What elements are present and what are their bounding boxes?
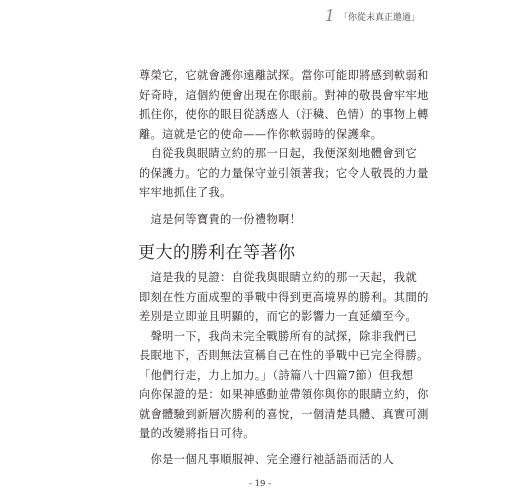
text-line: 聲明一下，我尚未完全戰勝所有的試探，除非我們已 — [139, 329, 418, 343]
text-line: 的保護力。它的力量保守並引領著我；它令人敬畏的力量 — [139, 166, 429, 180]
text-line: 就會體驗到新層次勝利的喜悅，一個清楚具體、真實可測 — [139, 407, 429, 421]
section-heading: 更大的勝利在等著你 — [138, 243, 296, 263]
text-line: 這是我的見證：自從我與眼睛立約的那一天起，我就 — [139, 271, 418, 284]
text-line: 你是一個凡事順服神、完全遵行祂話語而活的人 — [139, 452, 394, 466]
text-line: 抓住你，使你的眼目從誘惑人（汙穢、色情）的事物上轉 — [139, 108, 429, 121]
text-line: 量的改變將指日可待。 — [139, 427, 255, 440]
body-text-section-2 — [139, 268, 429, 469]
text-line: 即刻在性方面成聖的爭戰中得到更高境界的勝利。其間的 — [139, 290, 429, 304]
running-header — [325, 8, 420, 24]
text-line: 尊榮它，它就會護你遠離試探。當你可能即將感到軟弱和 — [139, 69, 429, 82]
chapter-mark: 1 — [324, 6, 335, 25]
running-header-title: 「你從未真正邀過」 — [338, 12, 420, 23]
text-line: 好奇時，這個約便會出現在你眼前。對神的敬畏會牢牢地 — [139, 88, 429, 102]
text-line: 這是何等寶貴的一份禮物啊！ — [139, 212, 302, 226]
body-text-section-1 — [139, 66, 429, 229]
page-number: - 19 - — [249, 479, 271, 489]
text-line: 差別是立即並且明顯的，而它的影響力一直延續至今。 — [139, 310, 418, 323]
text-line: 長眠地下，否則無法宣稱自己在性的爭戰中已完全得勝。 — [139, 349, 429, 362]
text-line: 牢牢地抓住了我。 — [139, 186, 232, 199]
text-line: 向你保證的是：如果神感動並帶領你與你的眼睛立約，你 — [139, 388, 429, 401]
text-line: 自從我與眼睛立約的那一日起，我便深刻地體會到它 — [139, 147, 418, 160]
text-line: 離。這就是它的使命——作你軟弱時的保護傘。 — [139, 127, 383, 141]
text-line: 「他們行走，力上加力。」（詩篇八十四篇7節）但我想 — [139, 368, 414, 382]
